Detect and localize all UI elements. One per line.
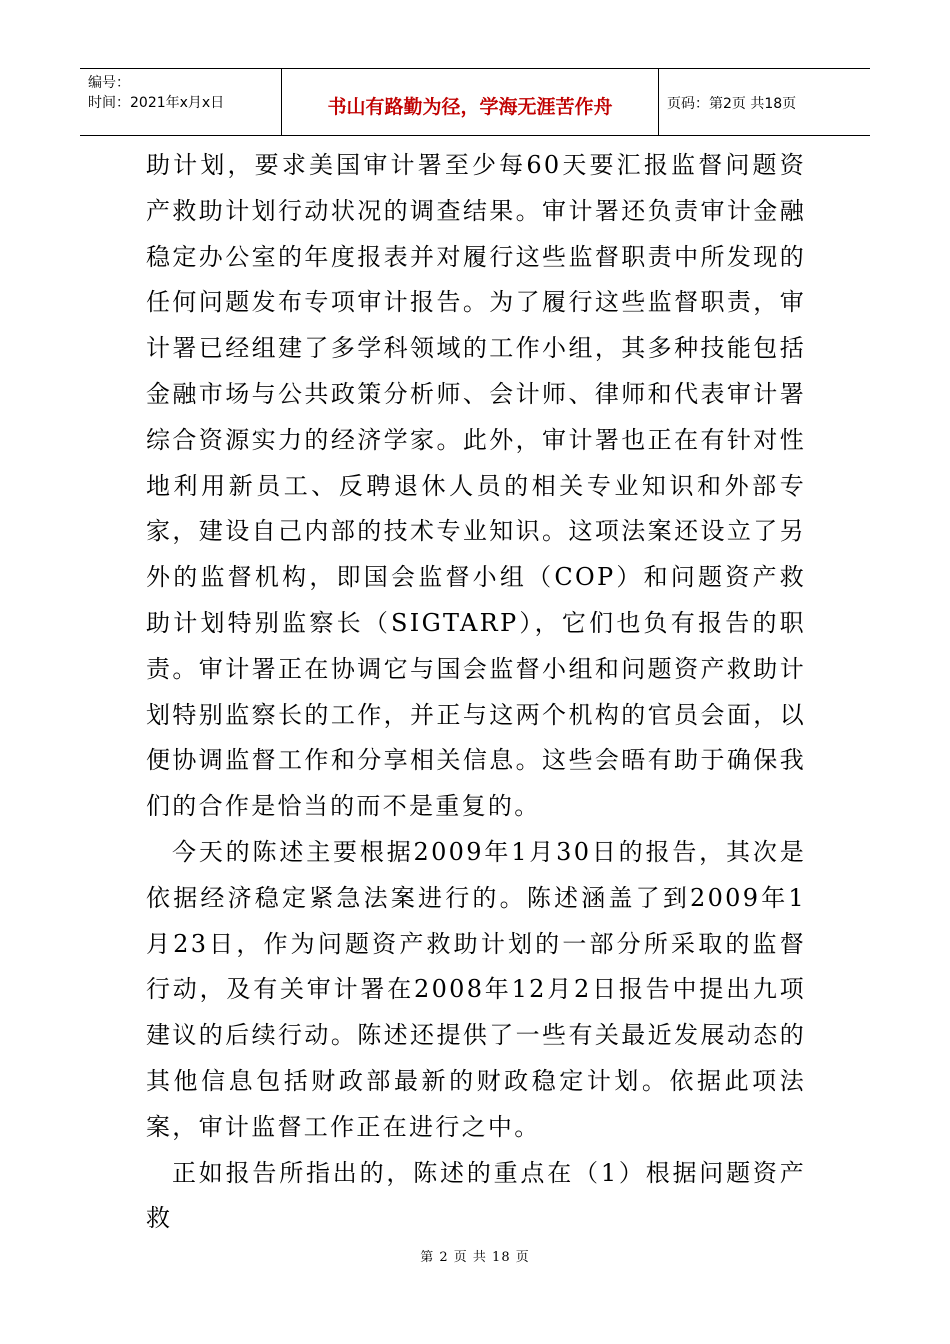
page-footer: 第 2 页 共 18 页 (420, 1250, 530, 1265)
header-page-code: 页码：第2页 共18页 (667, 96, 797, 112)
paragraph-2: 今天的陈述主要根据2009年1月30日的报告，其次是依据经济稳定紧急法案进行的。陈述涵盖了到2009年1月23日，作为问题资产救助计划的一部分所采取的监督行动，及有关审计署在2008年12月2日报告中提出九项建议的后续行动。陈述还提供了一些有关最近发展动态的其他信息包括财政部最新的财政稳定计划。依据此项法案，审计监督工作正在进行之中。 (146, 837, 806, 1141)
paragraph-3: 正如报告所指出的，陈述的重点在（1）根据问题资产救 (146, 1158, 806, 1233)
paragraph-1: 助计划，要求美国审计署至少每60天要汇报监督问题资产救助计划行动状况的调查结果。审计署还负责审计金融稳定办公室的年度报表并对履行这些监督职责中所发现的任何问题发布专项审计报告。为了履行这些监督职责，审计署已经组建了多学科领域的工作小组，其多种技能包括金融市场与公共政策分析师、会计师、律师和代表审计署综合资源实力的经济学家。此外，审计署也正在有针对性地利用新员工、反聘退休人员的相关专业知识和外部专家，建设自己内部的技术专业知识。这项法案还设立了另外的监督机构，即国会监督小组（COP）和问题资产救助计划特别监察长（SIGTARP），它们也负有报告的职责。审计署正在协调它与国会监督小组和问题资产救助计划特别监察长的工作，并正与这两个机构的官员会面，以便协调监督工作和分享相关信息。这些会晤有助于确保我们的合作是恰当的而不是重复的。 (146, 151, 806, 821)
time-label: 时间：2021年x月x日 (88, 95, 225, 111)
number-label: 编号： (88, 75, 130, 91)
page-header (80, 68, 870, 136)
header-meta (80, 69, 282, 135)
document-body (146, 143, 806, 1242)
header-motto: 书山有路勤为径，学海无涯苦作舟 (282, 69, 659, 135)
